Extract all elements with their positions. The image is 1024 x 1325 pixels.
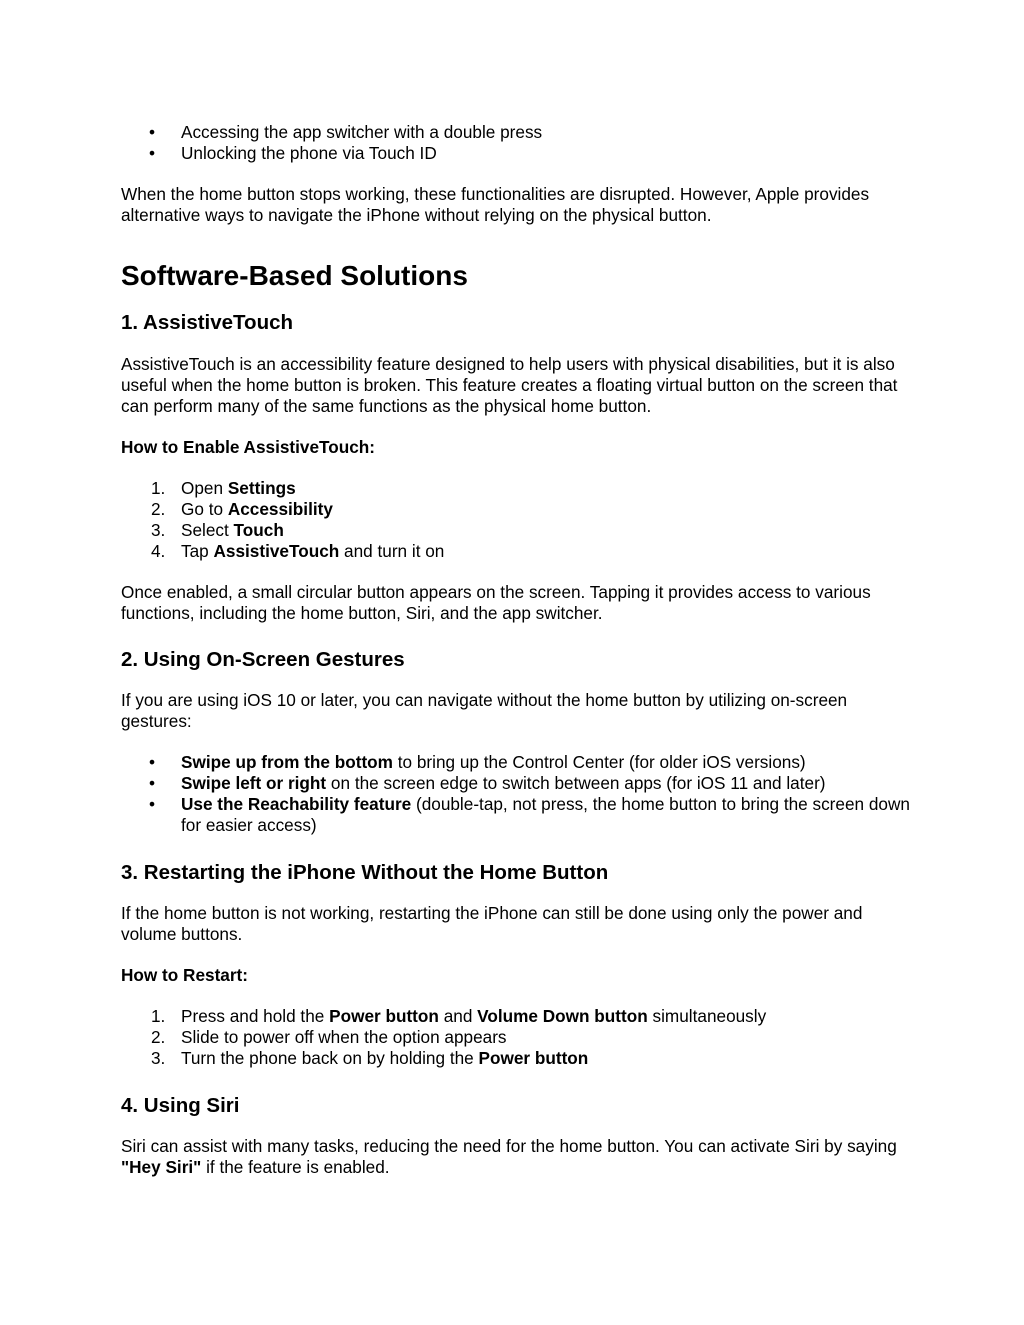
list-item bbox=[121, 1048, 911, 1069]
list-item bbox=[121, 499, 911, 520]
restart-subheading: How to Restart: bbox=[121, 965, 249, 985]
siri-text-tail: if the feature is enabled. bbox=[201, 1157, 390, 1177]
step-bold-text: Accessibility bbox=[227, 499, 333, 519]
bullet-bold-text: Swipe up from the bottom bbox=[181, 752, 393, 772]
restart-steps-list bbox=[121, 1006, 911, 1069]
bullet-text: on the screen edge to switch between apps (for iOS 11 and later) bbox=[326, 773, 826, 793]
step-text: Turn the phone back on by holding the bbox=[181, 1048, 479, 1068]
section-heading-gestures: 2. Using On-Screen Gestures bbox=[121, 648, 405, 671]
step-number: 2. bbox=[151, 1027, 166, 1047]
bullet-text: to bring up the Control Center (for older iOS versions) bbox=[392, 752, 806, 772]
step-number: 2. bbox=[151, 499, 166, 519]
once-enabled-paragraph: Once enabled, a small circular button appears on the screen. Tapping it provides access to various functions, including the home button, Siri, and the app switcher. bbox=[121, 582, 871, 623]
list-item bbox=[121, 520, 911, 541]
step-number: 3. bbox=[151, 520, 166, 540]
step-text: Tap bbox=[181, 541, 214, 561]
step-number: 1. bbox=[151, 1006, 166, 1026]
list-item bbox=[121, 1027, 911, 1048]
intro-bullet-list bbox=[121, 122, 911, 164]
step-bold-text: Volume Down button bbox=[477, 1006, 648, 1026]
siri-bold-text: "Hey Siri" bbox=[121, 1157, 202, 1177]
gestures-paragraph: If you are using iOS 10 or later, you can navigate without the home button by utilizing on-screen gestures: bbox=[121, 690, 848, 731]
assistivetouch-paragraph: AssistiveTouch is an accessibility feature designed to help users with physical disabilities, but it is also useful when the home button is broken. This feature creates a floating virtual button on the screen that can perform many of the same functions as the physical home button. bbox=[121, 354, 898, 416]
step-text-tail: simultaneously bbox=[647, 1006, 767, 1026]
restarting-paragraph: If the home button is not working, restarting the iPhone can still be done using only the power and volume buttons. bbox=[121, 903, 863, 944]
intro-paragraph: When the home button stops working, these functionalities are disrupted. However, Apple provides alternative ways to navigate the iPhone without relying on the physical button. bbox=[121, 184, 870, 225]
list-item bbox=[121, 1006, 911, 1027]
siri-text: Siri can assist with many tasks, reducing the need for the home button. You can activate Siri by saying bbox=[121, 1136, 897, 1156]
enable-steps-list bbox=[121, 478, 911, 562]
step-text: Go to bbox=[181, 499, 228, 519]
step-text: Open bbox=[181, 478, 228, 498]
bullet-bold-text: Swipe left or right bbox=[181, 773, 327, 793]
section-heading-assistivetouch: 1. AssistiveTouch bbox=[121, 311, 294, 334]
list-item bbox=[121, 122, 911, 143]
list-item bbox=[121, 773, 911, 794]
siri-paragraph bbox=[121, 1136, 911, 1178]
bullet-bold-text: Use the Reachability feature bbox=[181, 794, 412, 814]
list-item bbox=[121, 752, 911, 773]
list-item bbox=[121, 143, 911, 164]
enable-subheading: How to Enable AssistiveTouch: bbox=[121, 437, 376, 457]
section-heading-restarting: 3. Restarting the iPhone Without the Home Button bbox=[121, 861, 609, 884]
list-item-text: Accessing the app switcher with a double press bbox=[181, 122, 543, 142]
step-text-mid: and bbox=[438, 1006, 478, 1026]
step-bold-text: AssistiveTouch bbox=[213, 541, 340, 561]
step-bold-text: Touch bbox=[233, 520, 284, 540]
list-item bbox=[121, 541, 911, 562]
list-item bbox=[121, 794, 911, 836]
step-text: Select bbox=[181, 520, 234, 540]
section-heading-siri: 4. Using Siri bbox=[121, 1094, 240, 1117]
list-item-text: Unlocking the phone via Touch ID bbox=[181, 143, 437, 163]
document-page bbox=[121, 119, 911, 1178]
bullet-text: (double-tap, not press, the home button to bring the screen down for easier access) bbox=[181, 794, 910, 835]
step-text: Slide to power off when the option appears bbox=[181, 1027, 507, 1047]
step-bold-text: Settings bbox=[227, 478, 296, 498]
step-number: 4. bbox=[151, 541, 166, 561]
main-heading: Software-Based Solutions bbox=[121, 260, 468, 291]
step-text: Press and hold the bbox=[181, 1006, 330, 1026]
gestures-bullet-list bbox=[121, 752, 911, 836]
step-bold-text: Power button bbox=[329, 1006, 439, 1026]
step-number: 1. bbox=[151, 478, 166, 498]
step-bold-text: Power button bbox=[478, 1048, 589, 1068]
list-item bbox=[121, 478, 911, 499]
step-number: 3. bbox=[151, 1048, 166, 1068]
step-text-tail: and turn it on bbox=[339, 541, 445, 561]
